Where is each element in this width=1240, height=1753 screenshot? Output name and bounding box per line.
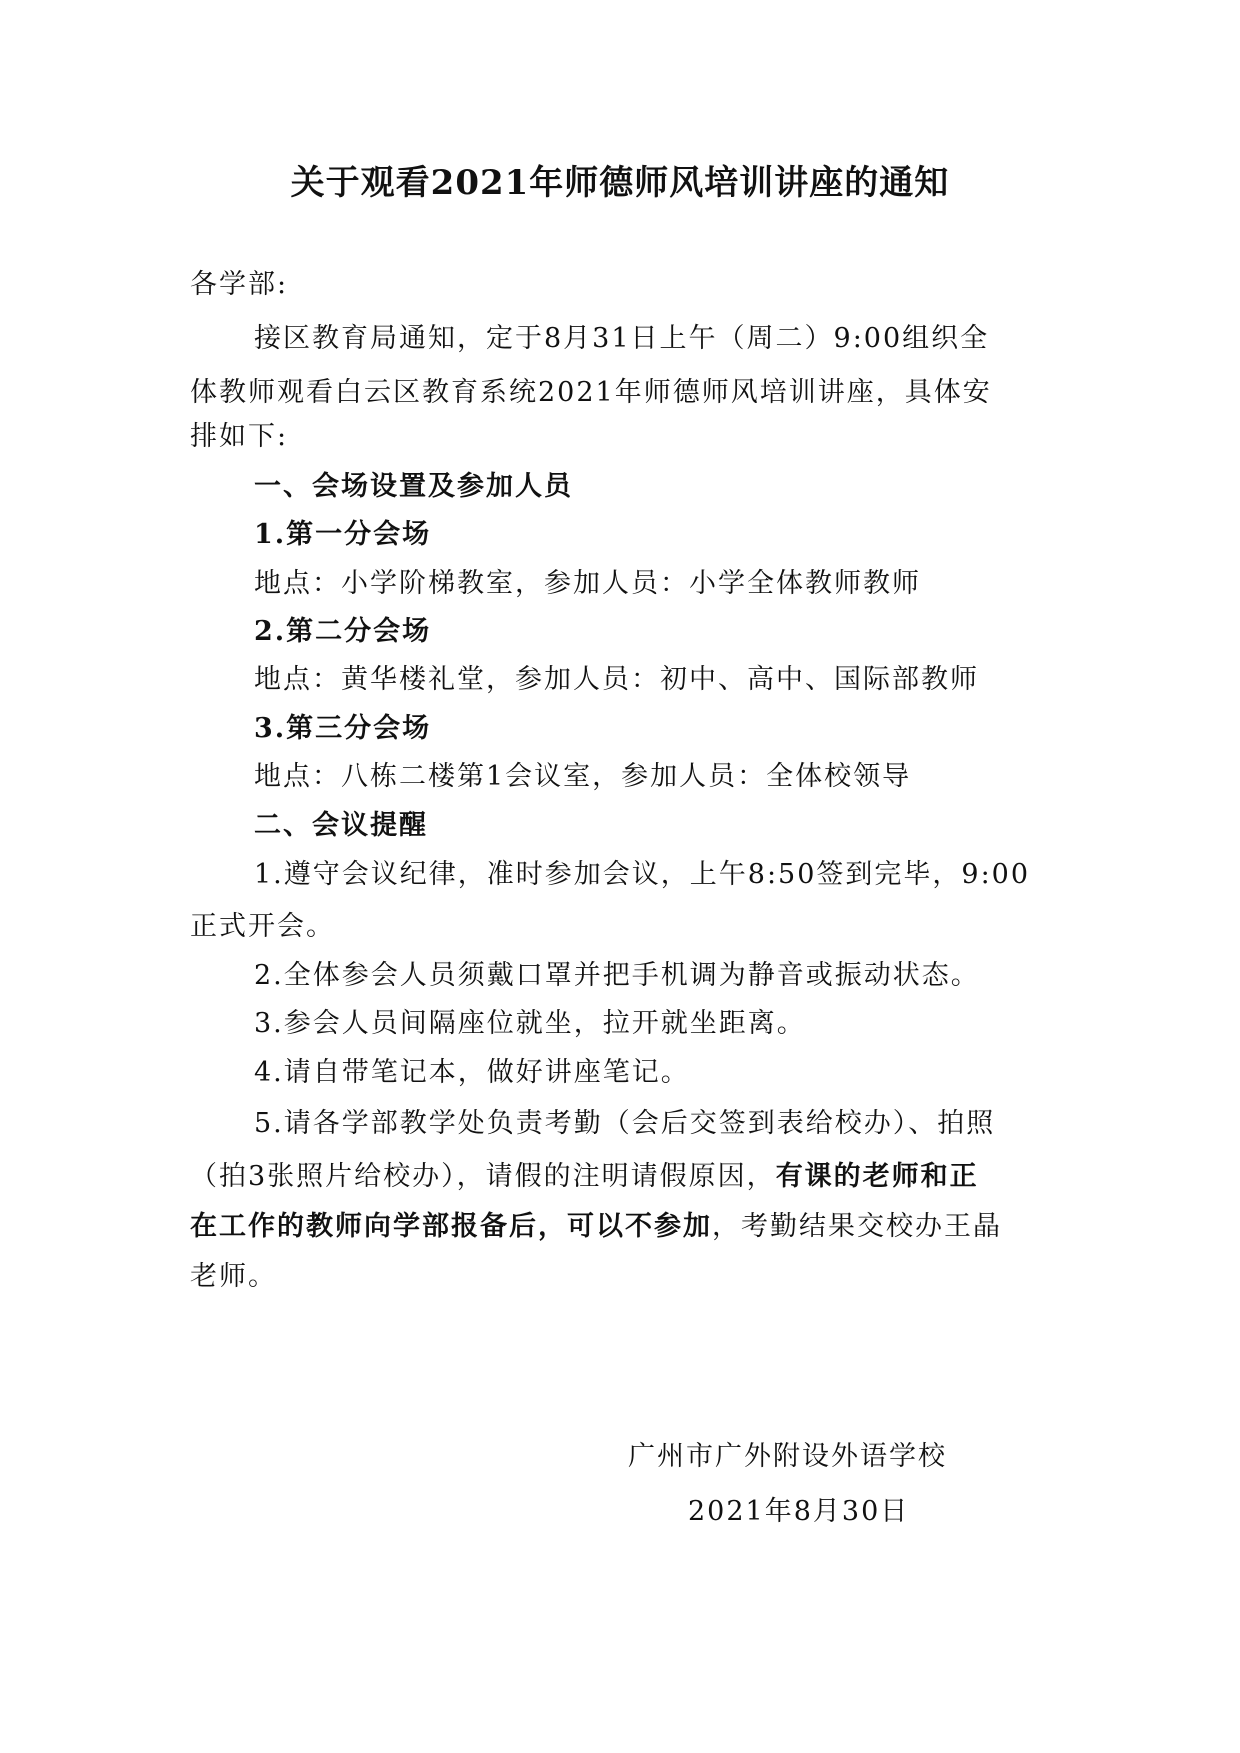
reminder-5-line-1: 5.请各学部教学处负责考勤（会后交签到表给校办）、拍照 [254, 1108, 996, 1139]
reminder-1-line-2: 正式开会。 [190, 911, 335, 942]
venue-1-detail: 地点：小学阶梯教室，参加人员：小学全体教师教师 [254, 568, 921, 599]
venue-3-detail: 地点：八栋二楼第1会议室，参加人员：全体校领导 [254, 761, 912, 792]
reminder-1-line-1: 1.遵守会议纪律，准时参加会议，上午8:50签到完毕，9:00 [254, 859, 1031, 890]
reminder-5-line-3 [190, 1200, 1050, 1254]
reminder-5-line-4: 老师。 [190, 1261, 277, 1292]
reminder-5-line-2-bold: 有课的老师和正 [775, 1161, 979, 1192]
intro-line-1: 接区教育局通知，定于8月31日上午（周二）9:00组织全 [254, 323, 990, 354]
reminder-5-line-2-normal: （拍3张照片给校办），请假的注明请假原因， [190, 1161, 776, 1192]
reminder-2: 2.全体参会人员须戴口罩并把手机调为静音或振动状态。 [254, 960, 980, 991]
section1-heading: 一、会场设置及参加人员 [254, 471, 573, 502]
signature-date: 2021年8月30日 [688, 1496, 910, 1527]
venue-3-name: 3.第三分会场 [254, 713, 432, 744]
venue-1-name: 1.第一分会场 [254, 519, 432, 550]
venue-2-name: 2.第二分会场 [254, 616, 432, 647]
reminder-3: 3.参会人员间隔座位就坐，拉开就坐距离。 [254, 1008, 806, 1039]
section2-heading: 二、会议提醒 [254, 810, 428, 841]
page-title: 关于观看2021年师德师风培训讲座的通知 [290, 163, 950, 203]
reminder-5-line-3-normal: ，考勤结果交校办王晶 [712, 1211, 1002, 1242]
signature-org: 广州市广外附设外语学校 [628, 1441, 947, 1472]
reminder-5-line-2 [190, 1150, 1050, 1204]
venue-2-detail: 地点：黄华楼礼堂，参加人员：初中、高中、国际部教师 [254, 664, 979, 695]
salutation: 各学部: [190, 269, 289, 300]
reminder-5-line-3-bold: 在工作的教师向学部报备后，可以不参加 [190, 1211, 712, 1242]
intro-line-2: 体教师观看白云区教育系统2021年师德师风培训讲座，具体安 [190, 377, 992, 408]
reminder-4: 4.请自带笔记本，做好讲座笔记。 [254, 1057, 690, 1088]
intro-line-3: 排如下: [190, 421, 289, 452]
